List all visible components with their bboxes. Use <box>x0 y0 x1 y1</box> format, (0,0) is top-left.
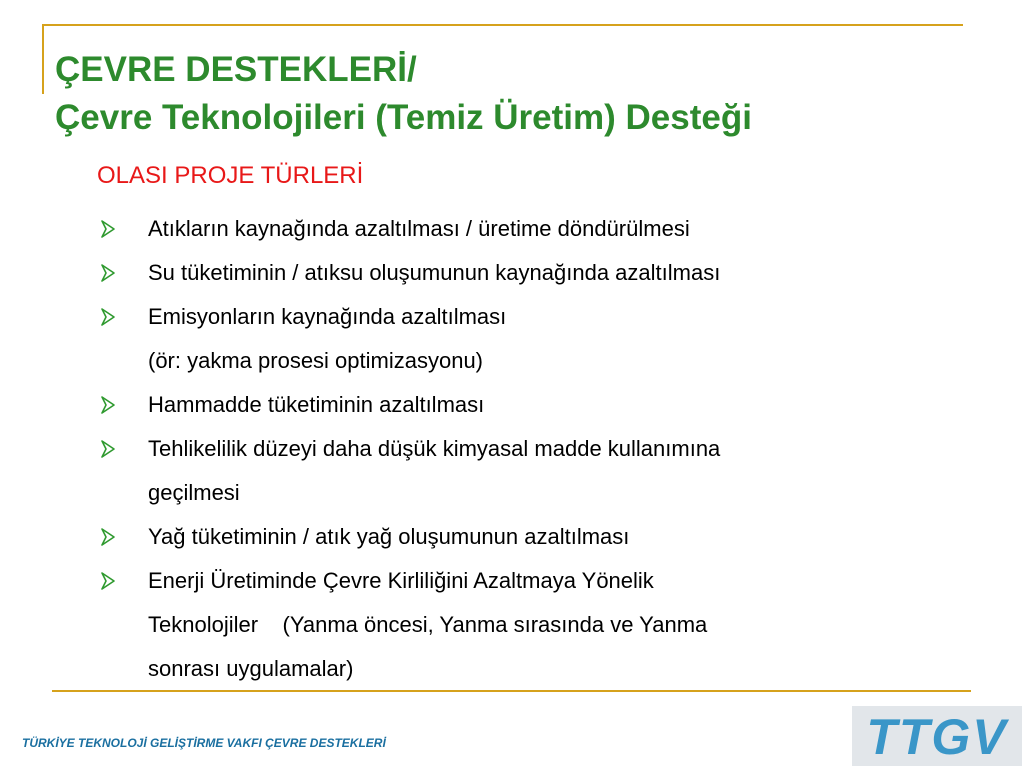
arrow-bullet-icon <box>96 515 120 559</box>
list-item <box>96 515 720 559</box>
left-rule <box>42 24 44 94</box>
arrow-bullet-icon <box>96 427 120 471</box>
list-item-line: Enerji Üretiminde Çevre Kirliliğini Azaltmaya Yönelik <box>148 568 654 593</box>
ttgv-logo <box>852 706 1022 766</box>
slide-title <box>55 46 752 142</box>
arrow-bullet-icon <box>96 383 120 427</box>
list-item <box>96 251 720 295</box>
title-line-2: Çevre Teknolojileri (Temiz Üretim) Desteği <box>55 98 752 137</box>
list-item <box>96 383 720 427</box>
project-type-list <box>96 207 720 691</box>
list-item <box>96 559 720 691</box>
list-item-line: Yağ tüketiminin / atık yağ oluşumunun azaltılması <box>148 524 630 549</box>
footer-text: TÜRKİYE TEKNOLOJİ GELİŞTİRME VAKFI ÇEVRE DESTEKLERİ <box>22 736 386 750</box>
arrow-bullet-icon <box>96 559 120 603</box>
list-item <box>96 207 720 251</box>
list-item-line: Hammadde tüketiminin azaltılması <box>148 392 485 417</box>
list-item <box>96 295 720 383</box>
arrow-bullet-icon <box>96 251 120 295</box>
logo-text: TTGV <box>866 709 1008 765</box>
list-item-line: Teknolojiler (Yanma öncesi, Yanma sırasında ve Yanma <box>148 612 708 637</box>
section-subtitle: OLASI PROJE TÜRLERİ <box>97 162 364 189</box>
arrow-bullet-icon <box>96 207 120 251</box>
list-item-line: sonrası uygulamalar) <box>148 656 354 681</box>
title-line-1: ÇEVRE DESTEKLERİ/ <box>55 50 417 89</box>
top-rule <box>42 24 963 26</box>
list-item-line: Tehlikelilik düzeyi daha düşük kimyasal madde kullanımına <box>148 436 721 461</box>
list-item-line: Emisyonların kaynağında azaltılması <box>148 304 507 329</box>
list-item-line: Atıkların kaynağında azaltılması / üretime döndürülmesi <box>148 216 690 241</box>
list-item-line: (ör: yakma prosesi optimizasyonu) <box>148 348 484 373</box>
bottom-rule <box>52 690 971 692</box>
list-item-line: geçilmesi <box>148 480 240 505</box>
arrow-bullet-icon <box>96 295 120 339</box>
list-item-line: Su tüketiminin / atıksu oluşumunun kaynağında azaltılması <box>148 260 721 285</box>
list-item <box>96 427 720 515</box>
